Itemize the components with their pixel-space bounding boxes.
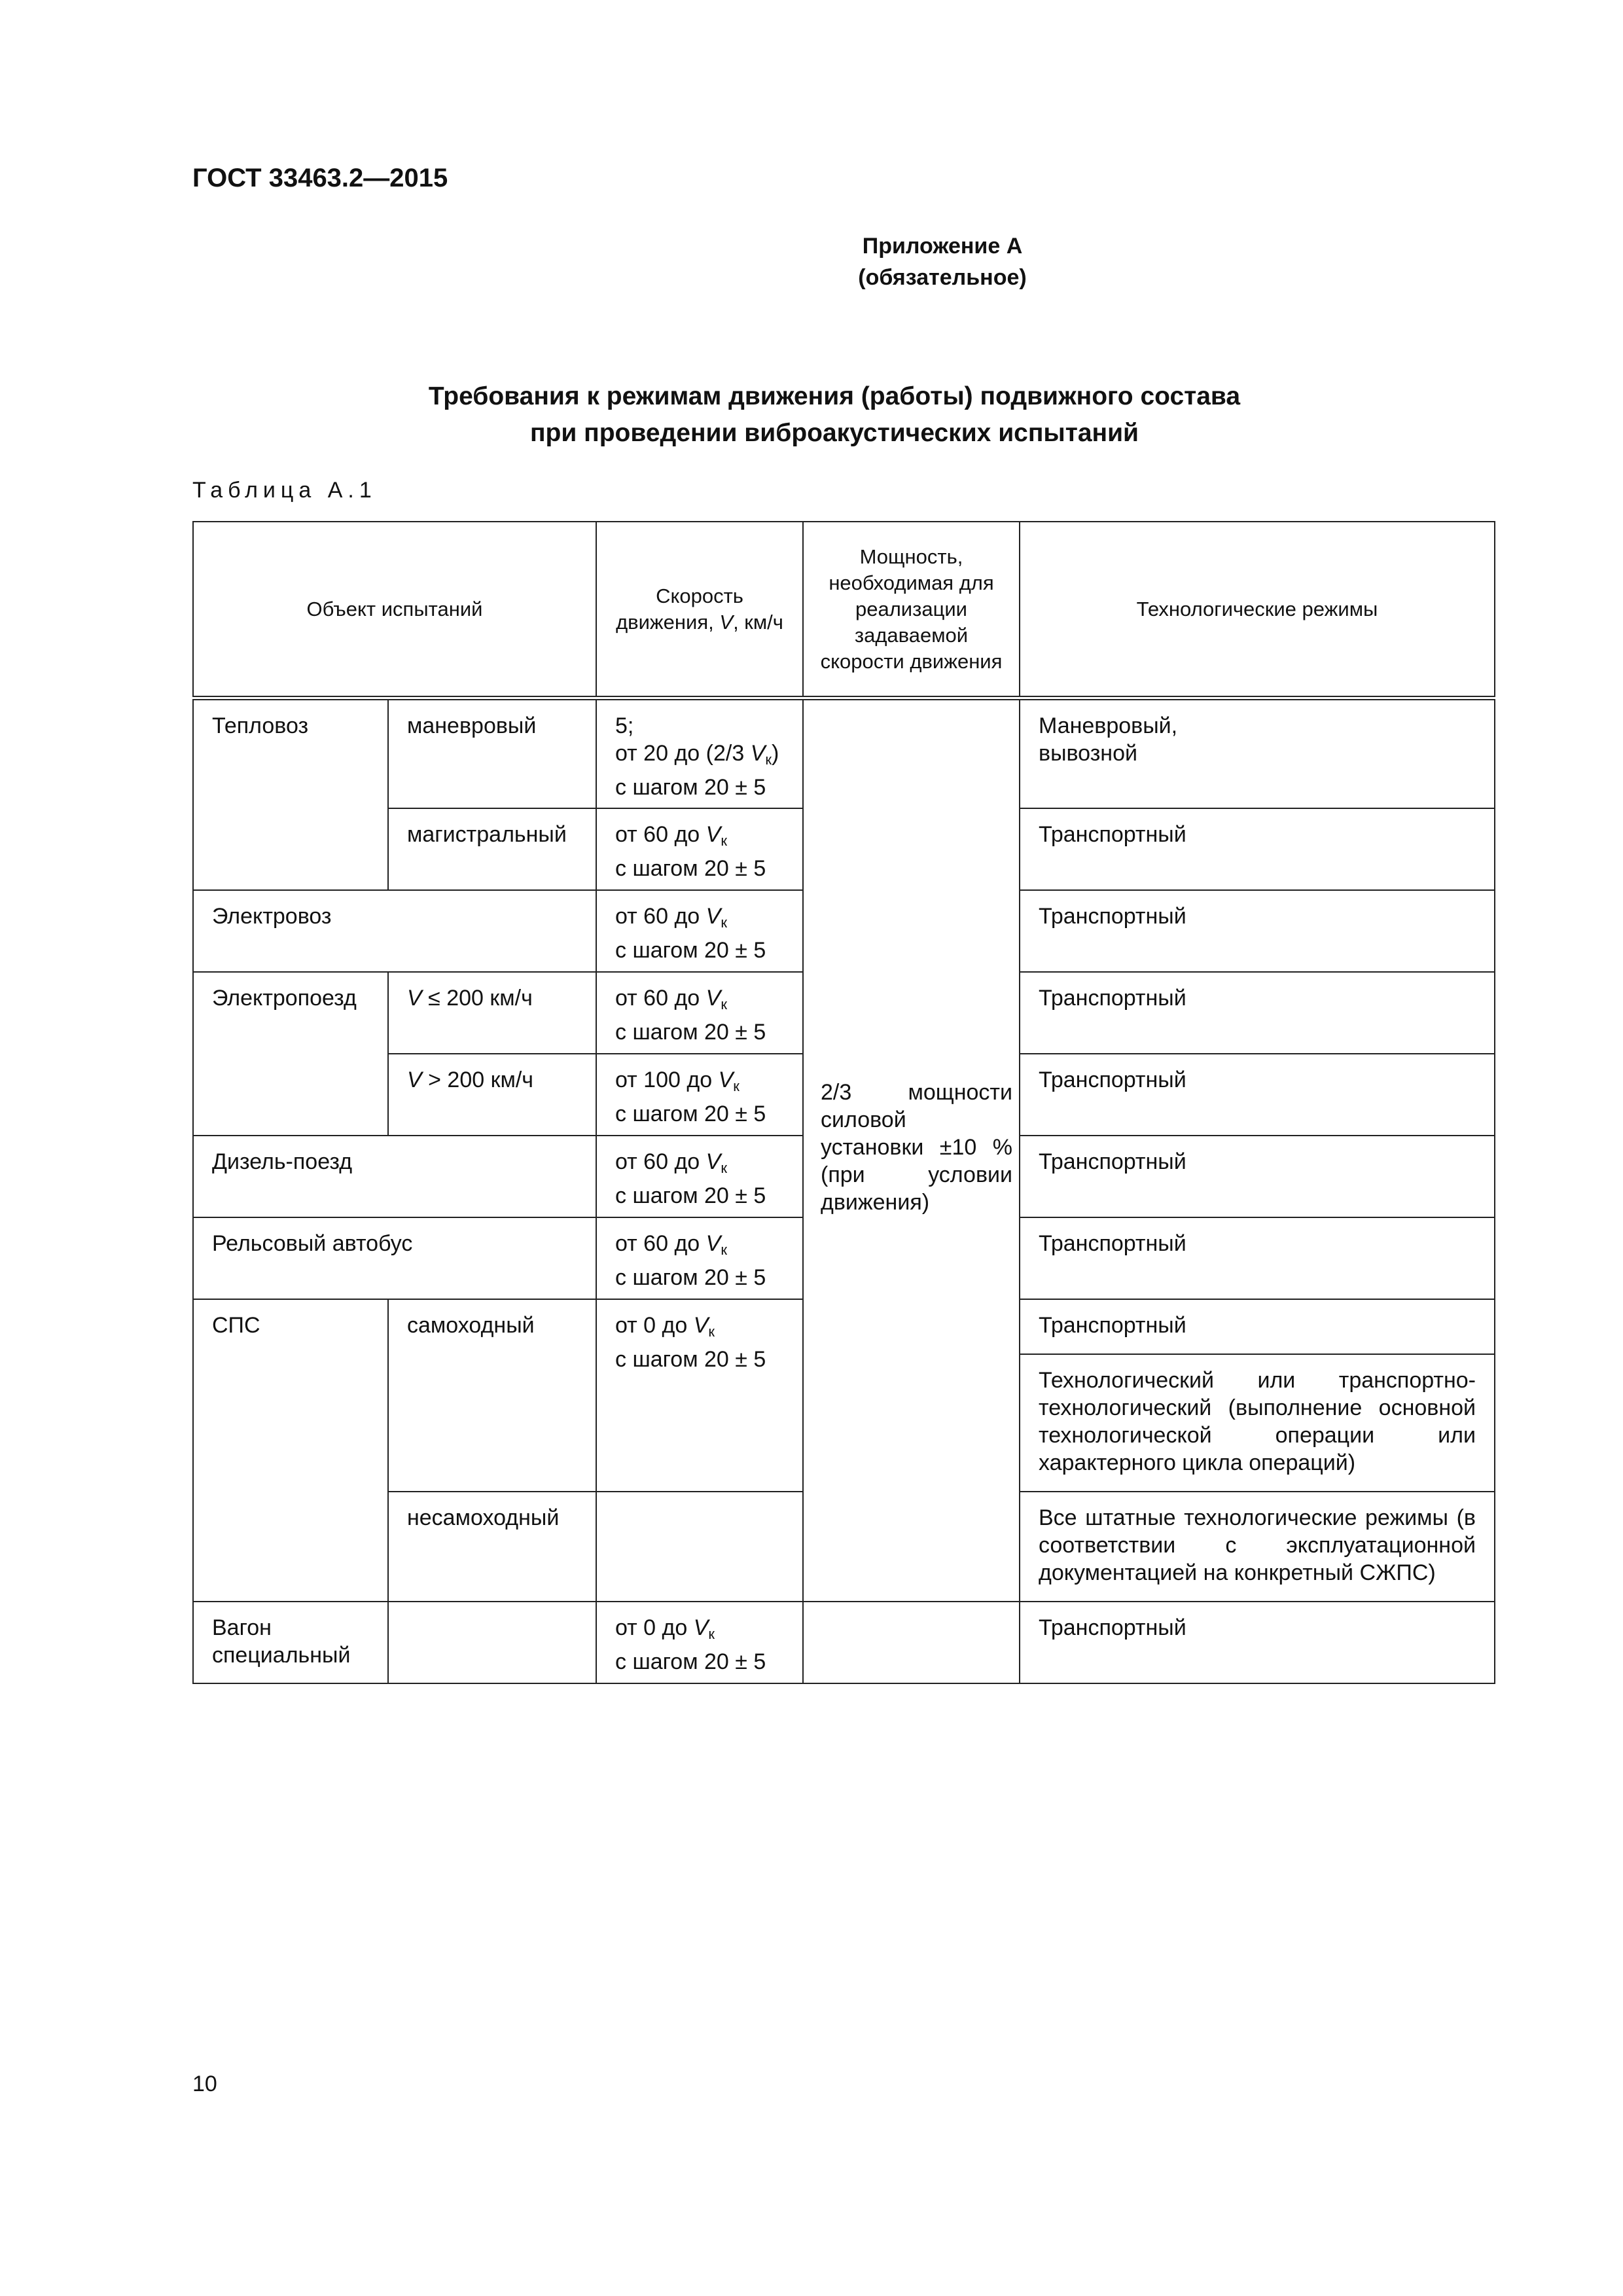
- cell-object: Электропоезд: [193, 972, 388, 1136]
- object-line: Вагон: [212, 1615, 272, 1640]
- cell-subtype: самоходный: [388, 1299, 596, 1492]
- cell-mode: Транспортный: [1020, 808, 1495, 890]
- mode-line: вывозной: [1039, 741, 1137, 766]
- table-row: [193, 1602, 1495, 1683]
- speed-text: от 60 до: [615, 986, 706, 1011]
- speed-var: V: [693, 1615, 709, 1640]
- speed-sub: к: [708, 1626, 715, 1642]
- speed-text: от 60 до: [615, 822, 706, 847]
- cell-object: Рельсовый автобус: [193, 1217, 596, 1299]
- table-header-row: [193, 522, 1495, 698]
- speed-var: V: [718, 1067, 734, 1092]
- document-number: ГОСТ 33463.2—2015: [192, 164, 448, 192]
- requirements-table: [192, 521, 1495, 1684]
- cell-mode: Технологический или транспортно-технологический (выполнение основной технологической операции или характерного цикла операций): [1020, 1354, 1495, 1492]
- speed-var: V: [750, 741, 766, 766]
- section-title: [262, 378, 1407, 452]
- speed-text: от 0 до: [615, 1615, 694, 1640]
- speed-var: V: [705, 1149, 721, 1174]
- cell-object: СПС: [193, 1299, 388, 1602]
- cell-speed: [596, 1492, 803, 1602]
- speed-sub: к: [721, 833, 727, 849]
- cell-mode: Транспортный: [1020, 1136, 1495, 1217]
- speed-text: от 60 до: [615, 1231, 706, 1256]
- speed-sub: к: [721, 996, 727, 1013]
- speed-step: с шагом 20 ± 5: [615, 938, 766, 963]
- cell-speed: [596, 1602, 803, 1683]
- cell-mode: Транспортный: [1020, 972, 1495, 1054]
- header-speed-var: V: [719, 610, 734, 634]
- header-speed-unit: , км/ч: [733, 610, 783, 634]
- cell-mode: [1020, 698, 1495, 809]
- table-row: [193, 698, 1495, 809]
- speed-sub: к: [708, 1323, 715, 1340]
- subtype-text: ≤ 200 км/ч: [421, 986, 533, 1011]
- cell-speed: [596, 1217, 803, 1299]
- subtype-text: > 200 км/ч: [421, 1067, 534, 1092]
- header-speed-line1: Скорость: [656, 584, 743, 607]
- cell-mode: Транспортный: [1020, 1217, 1495, 1299]
- cell-object: [193, 1602, 388, 1683]
- header-speed: [596, 522, 803, 698]
- cell-speed: [596, 972, 803, 1054]
- cell-object: Дизель-поезд: [193, 1136, 596, 1217]
- speed-step: с шагом 20 ± 5: [615, 1183, 766, 1208]
- speed-text: от 0 до: [615, 1313, 694, 1338]
- speed-text: ): [772, 741, 779, 766]
- mode-line: Маневровый,: [1039, 713, 1178, 738]
- cell-speed: [596, 890, 803, 972]
- cell-speed: [596, 808, 803, 890]
- header-modes: Технологические режимы: [1020, 522, 1495, 698]
- speed-text: от 100 до: [615, 1067, 719, 1092]
- cell-subtype: [388, 1054, 596, 1136]
- speed-text: от 20 до (2/3: [615, 741, 751, 766]
- speed-sub: к: [721, 914, 727, 931]
- cell-mode: Транспортный: [1020, 1299, 1495, 1354]
- speed-var: V: [705, 986, 721, 1011]
- cell-power: 2/3 мощности силовой установки ±10 % (при условии движения): [803, 698, 1020, 1602]
- speed-var: V: [705, 1231, 721, 1256]
- cell-speed: [596, 698, 803, 809]
- section-title-line2: при проведении виброакустических испытаний: [529, 419, 1139, 447]
- speed-step: с шагом 20 ± 5: [615, 1265, 766, 1290]
- speed-sub: к: [733, 1078, 740, 1094]
- speed-step: с шагом 20 ± 5: [615, 856, 766, 881]
- cell-mode: Транспортный: [1020, 1054, 1495, 1136]
- speed-line: 5;: [615, 713, 634, 738]
- speed-var: V: [693, 1313, 709, 1338]
- cell-mode: Все штатные технологические режимы (в соответствии с эксплуатационной документацией на конкретный СЖПС): [1020, 1492, 1495, 1602]
- speed-sub: к: [765, 751, 772, 768]
- cell-subtype: маневровый: [388, 698, 596, 809]
- speed-text: от 60 до: [615, 1149, 706, 1174]
- section-title-line1: Требования к режимам движения (работы) подвижного состава: [428, 382, 1241, 410]
- appendix-kind: (обязательное): [858, 265, 1027, 290]
- speed-sub: к: [721, 1242, 727, 1258]
- header-power: Мощность, необходимая для реализации задаваемой скорости движения: [803, 522, 1020, 698]
- table-label: Таблица А.1: [192, 478, 377, 503]
- appendix-heading: [681, 230, 1204, 293]
- speed-step: с шагом 20 ± 5: [615, 1020, 766, 1045]
- speed-step: с шагом 20 ± 5: [615, 1649, 766, 1674]
- cell-subtype: магистральный: [388, 808, 596, 890]
- speed-step: с шагом 20 ± 5: [615, 1102, 766, 1126]
- object-line: специальный: [212, 1643, 351, 1668]
- header-speed-text: движения,: [616, 610, 720, 634]
- cell-object: Тепловоз: [193, 698, 388, 891]
- cell-subtype: несамоходный: [388, 1492, 596, 1602]
- header-object: Объект испытаний: [193, 522, 596, 698]
- cell-object: Электровоз: [193, 890, 596, 972]
- speed-step: с шагом 20 ± 5: [615, 775, 766, 800]
- page-number: 10: [192, 2072, 217, 2096]
- cell-speed: [596, 1136, 803, 1217]
- cell-subtype: [388, 972, 596, 1054]
- appendix-title: Приложение А: [862, 234, 1023, 259]
- cell-speed: [596, 1299, 803, 1492]
- cell-mode: Транспортный: [1020, 890, 1495, 972]
- subtype-var: V: [407, 986, 422, 1011]
- cell-power: [803, 1602, 1020, 1683]
- speed-var: V: [705, 822, 721, 847]
- speed-sub: к: [721, 1160, 727, 1176]
- cell-subtype: [388, 1602, 596, 1683]
- cell-speed: [596, 1054, 803, 1136]
- subtype-var: V: [407, 1067, 422, 1092]
- speed-step: с шагом 20 ± 5: [615, 1347, 766, 1372]
- speed-var: V: [705, 904, 721, 929]
- speed-text: от 60 до: [615, 904, 706, 929]
- cell-mode: Транспортный: [1020, 1602, 1495, 1683]
